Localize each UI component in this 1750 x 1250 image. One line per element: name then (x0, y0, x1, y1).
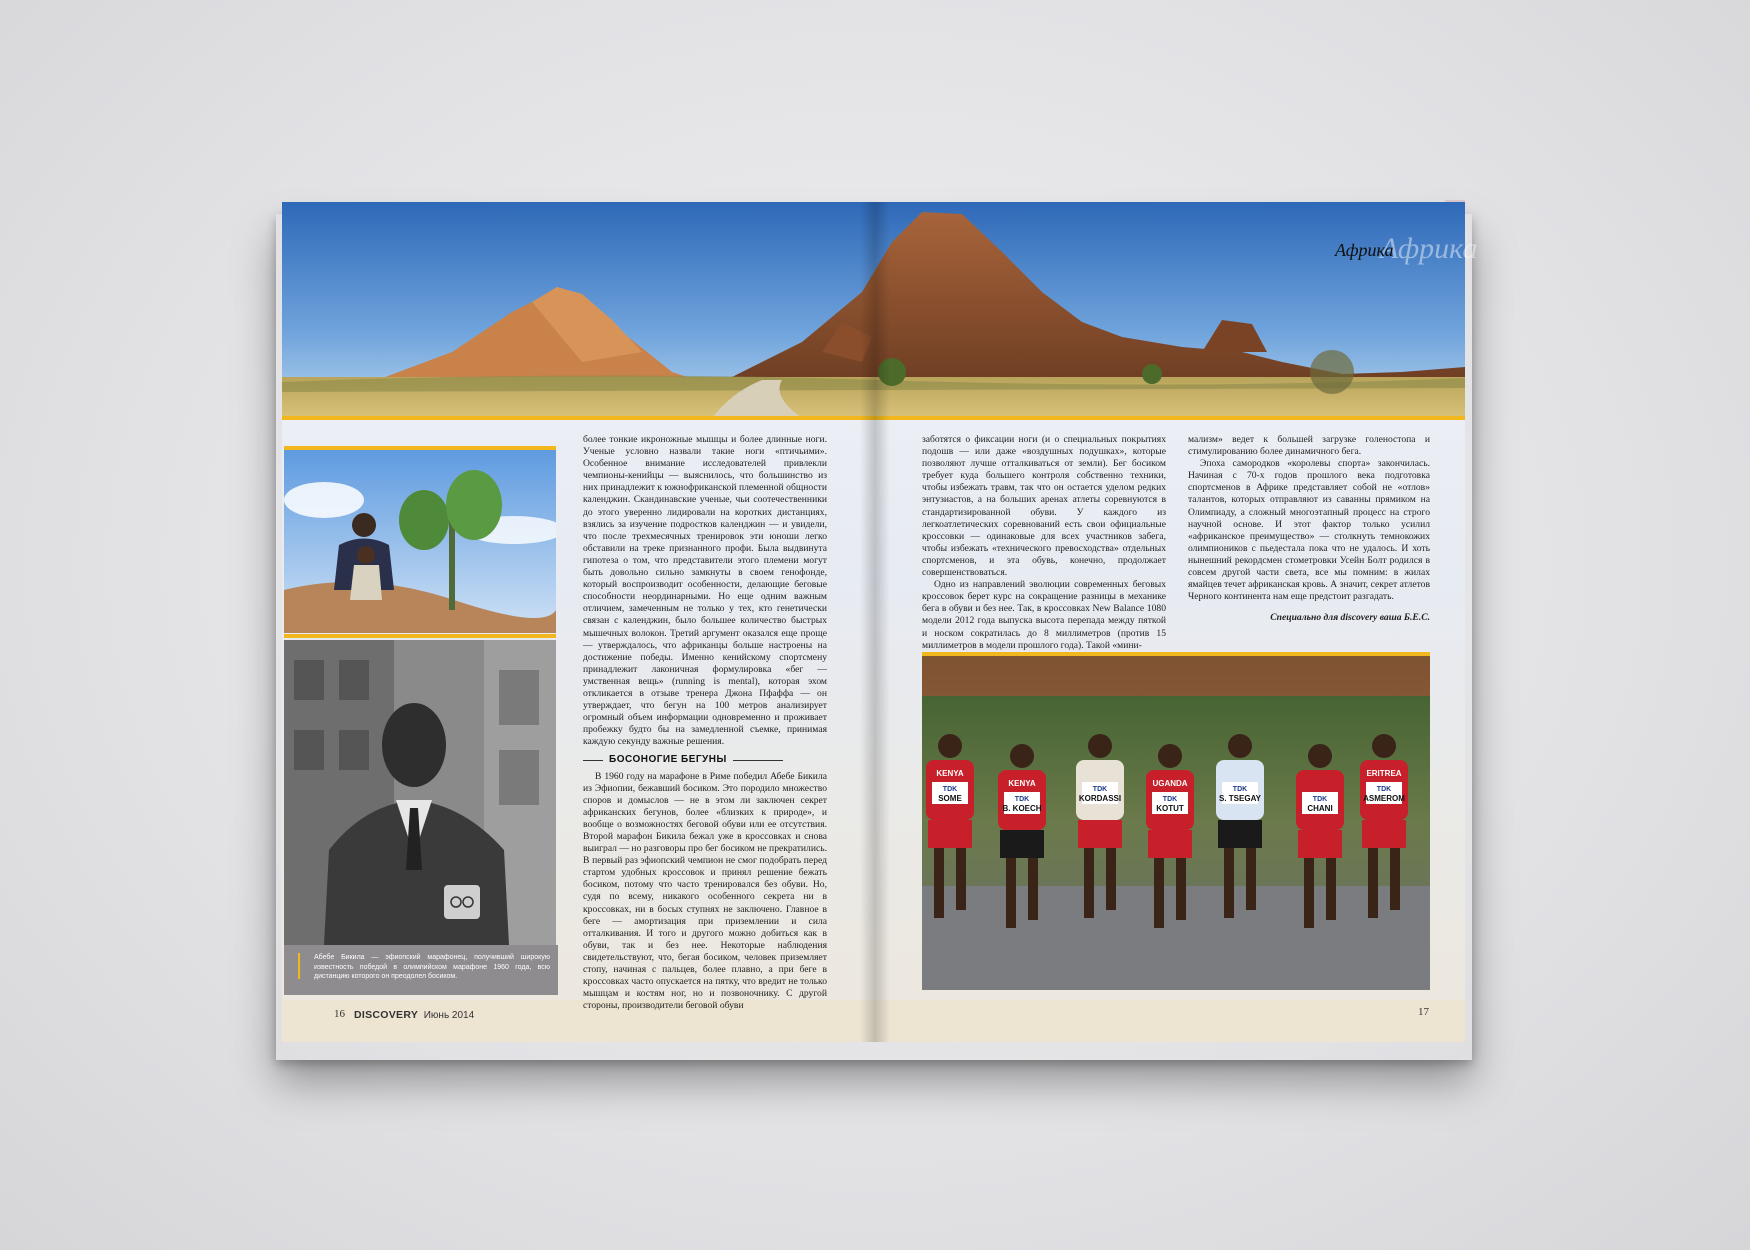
section-heading: БОСОНОГИЕ БЕГУНЫ (583, 754, 827, 766)
runner-shorts (1000, 830, 1044, 858)
runner-head (1372, 734, 1396, 758)
runner-leg (1326, 858, 1336, 920)
runner-leg (1224, 848, 1234, 918)
bib-name: KOTUT (1156, 804, 1184, 813)
runner-leg (1368, 848, 1378, 918)
runner-head (1308, 744, 1332, 768)
magazine-brand-issue (354, 1009, 474, 1021)
magazine-issue: Июнь 2014 (423, 1010, 475, 1021)
runner-leg (1246, 848, 1256, 910)
right2-paragraph-1: мализм» ведет к большей загрузке голеностопа и стимулированию более динамичного бега. (1188, 434, 1430, 458)
section-title: Африка (1335, 240, 1394, 260)
runner-head (1158, 744, 1182, 768)
bib-sponsor: TDK (942, 786, 958, 793)
bib-sponsor: TDK (1232, 786, 1248, 793)
runner-head (1228, 734, 1252, 758)
right-text-column-2 (1188, 434, 1430, 603)
bikila-photo (284, 640, 556, 945)
team-label: UGANDA (1152, 779, 1188, 788)
bib-name: SOME (938, 794, 962, 803)
runner-head (1088, 734, 1112, 758)
bib-name: ASMEROM (1363, 794, 1405, 803)
tribe-photo (284, 450, 556, 633)
author-signature: Специально для discovery ваша Б.Е.С. (1270, 612, 1430, 623)
team-label: KENYA (936, 769, 964, 778)
runner-leg (1390, 848, 1400, 910)
runner-leg (934, 848, 944, 918)
runner-shorts (1148, 830, 1192, 858)
team-label: ERITREA (1366, 769, 1402, 778)
left-paragraph-1: более тонкие икроножные мышцы и более длинные ноги. Ученые условно назвали такие ноги «птичьими». Особенное внимание исследователей привлекли чемпионы-кенийцы — выяснилось, что большинство из них принадлежит к южнофриканской племенной общности календжин. Скандинавские ученые, чьи соотечественники до этого уверенно лидировали на коротких дистанциях, взялись за изучение подростков календжин — и увидели, что после трехмесячных тренировок эти юноши легко обставили на треке признанного профи. Была выдвинута гипотеза о том, что представители этого племени могут быть довольно сильно замкнуты в своем генофонде, который воспроизводит особенности, делающие беговые способности неординарными. Но еще одним важным отличием, замеченным не только у тех, кто генетически связан с календжин, было большее количество быстрых мышечных волокон. Третий аргумент оказался еще проще — утверждалось, что африканцы больше настроены на достижение победы. Именно кенийскому спортсмену принадлежит лаконичная формулировка «бег — умственная вещь» (running is mental), которая эхом откликается в отзыве тренера Джона Пфаффа — он утверждает, что бегун на 100 метров анализирует огромный объем информации одновременно и проживает пробежку будто бы на замедленной съемке, принимая каждую секунду важные решения. (583, 434, 827, 748)
marathon-photo (922, 656, 1430, 990)
runner-shorts (1218, 820, 1262, 848)
runner-shorts (1362, 820, 1406, 848)
bikila-photo-gold-rule (284, 634, 556, 638)
right1-paragraph-2: Одно из направлений эволюции современных беговых кроссовок берет курс на сокращение разницы в механике бега в обуви и без нее. Так, в кроссовках New Balance 1080 модели 2012 года выпуска высота перепада между пяткой и носком сократилась до 8 миллиметров (против 15 миллиметров в модели прошлого года). Такой «мини- (922, 579, 1166, 651)
runner-leg (956, 848, 966, 910)
runner-leg (1304, 858, 1314, 928)
team-label: KENYA (1008, 779, 1036, 788)
runner-shorts (1298, 830, 1342, 858)
magazine-brand: DISCOVERY (354, 1009, 419, 1021)
runner-head (1010, 744, 1034, 768)
runner-leg (1006, 858, 1016, 928)
left-paragraph-2: В 1960 году на марафоне в Риме победил Абебе Бикила из Эфиопии, бежавший босиком. Это породило множество споров и домыслов — не в этом ли заключен секрет африканских бегунов, более «близких к природе», и вообще о возможностях беговой обуви или ее отсутствия. Второй марафон Бикила бежал уже в кроссовках и снова выиграл — но разговоры про бег босиком не прекратились. В первый раз эфиопский чемпион не смог подобрать перед стартом удобных кроссовок и принял решение бежать босиком, потому что часто тренировался без обуви. Но, судя по всему, никакого особенного секрета ни в кроссовках, ни в босых ступнях не заключено. Главное в беге — амортизация при приземлении и сила отталкивания. И того и другого можно добиться как в обуви, так и без нее. Некоторые наблюдения свидетельствуют, что, бегая босиком, человек приземляет стопу, начиная с пальцев, более плавно, а при беге в кроссовках часто опускается на пятку, что вредит не только мышцам и костям ног, но и позвоночнику. С другой стороны, производители беговой обуви (583, 770, 827, 1012)
spine-gutter (860, 202, 890, 1042)
runner-leg (1084, 848, 1094, 918)
bib-sponsor: TDK (1162, 796, 1178, 803)
right1-paragraph-1: заботятся о фиксации ноги (и о специальных покрытиях подошв — или даже «воздушных подушках», которые позволяют лучше отталкиваться от земли). Бег босиком требует куда большего контроля собственно техники, чтобы избежать травм, так что он остается уделом редких энтузиастов, а на больших аренах атлеты соревнуются в стандартизированной обуви. У каждого из легкоатлетических соревнований есть свои официальные кроссовки — одинаковые для всех участников забега, чтобы избежать «технического превосходства» отдельных спортсменов, и эта обувь, конечно, продолжает совершенствоваться. (922, 434, 1166, 579)
right-text-column-1 (922, 434, 1166, 652)
bib-sponsor: TDK (1092, 786, 1108, 793)
bib-name: B. KOECH (1002, 804, 1042, 813)
runner-leg (1154, 858, 1164, 928)
right-page-number: 17 (1418, 1006, 1429, 1018)
right2-paragraph-2: Эпоха самородков «королевы спорта» закончилась. Начиная с 70-х годов прошлого века подготовка спортсменов в Африке представляет собой не «отлов» талантов, которых отправляют из саванны прямиком на Олимпиаду, а сложный многоэтапный процесс на строго научной основе. И этот фактор только усилил «африканское преимущество» — столкнуть темнокожих олимпиоников с пьедестала пока что не удалось. И хоть нынешний рекордсмен стометровки Усейн Болт родился в совсем другой части света, все мы помним: в жилах ямайцев течет африканская кровь. А значит, секрет атлетов Черного континента нам еще предстоит разгадать. (1188, 458, 1430, 603)
runner-leg (1176, 858, 1186, 920)
marathon-photo-scene (922, 656, 1430, 990)
bib-sponsor: TDK (1014, 796, 1030, 803)
bib-name: CHANI (1307, 804, 1333, 813)
bib-sponsor: TDK (1312, 796, 1328, 803)
caption-accent-bar (298, 953, 300, 979)
right-page-footer-band (875, 1000, 1465, 1042)
bib-name: KORDASSI (1078, 794, 1122, 803)
runner-shorts (928, 820, 972, 848)
runner-leg (1028, 858, 1038, 920)
runner-head (938, 734, 962, 758)
caption-text: Абебе Бикила — эфиопский марафонец, получивший широкую известность победой в олимпийском марафоне 1960 года, всю дистанцию которого он преодолел босиком. (314, 954, 550, 980)
left-text-column (583, 434, 827, 1012)
section-ghost-title: Африка (1380, 232, 1478, 265)
runner-shorts (1078, 820, 1122, 848)
photo-caption (284, 945, 558, 995)
left-page-number: 16 (334, 1008, 345, 1020)
bib-sponsor: TDK (1376, 786, 1392, 793)
bib-name: S. TSEGAY (1219, 794, 1261, 803)
runner-leg (1106, 848, 1116, 910)
